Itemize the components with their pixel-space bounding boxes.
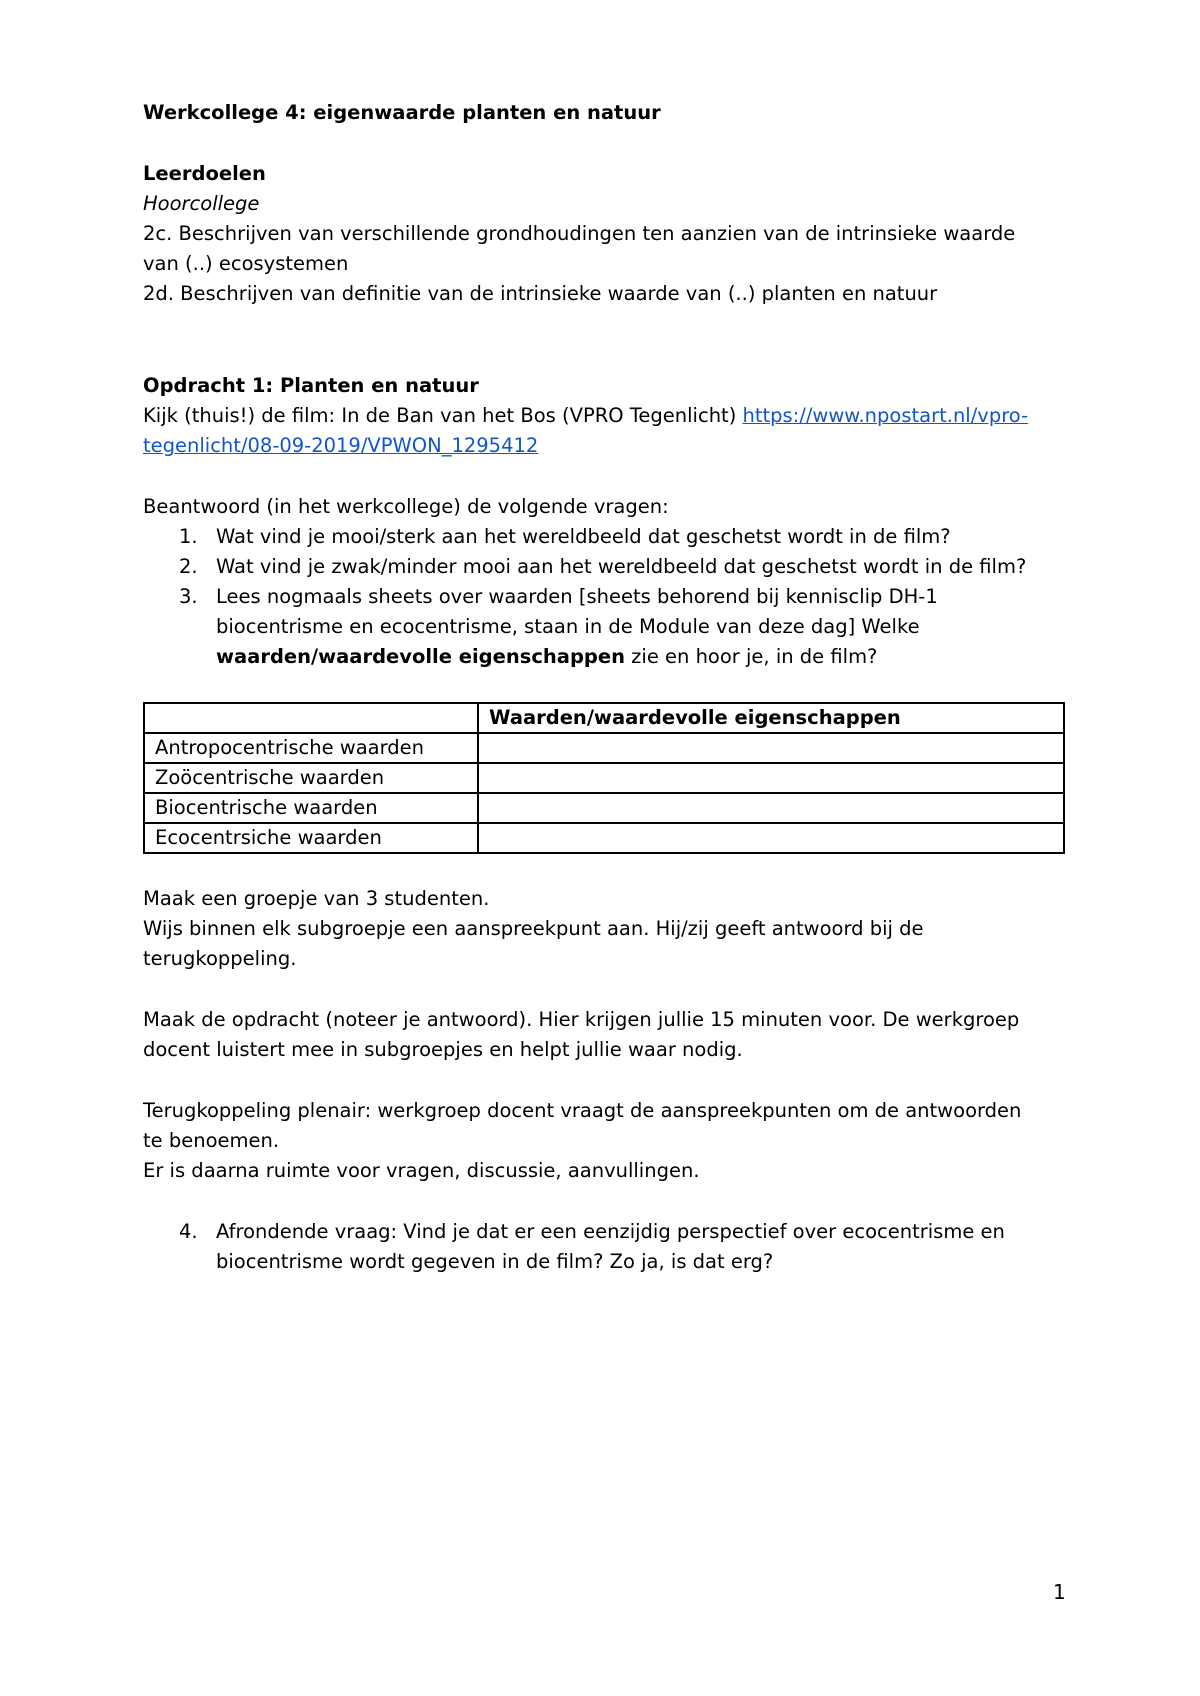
final-question-line1: Afrondende vraag: Vind je dat er een eenzijdig perspectief over ecocentrisme en	[216, 1220, 1005, 1243]
table-row	[144, 763, 1064, 793]
question-number: 1.	[179, 525, 198, 548]
question-number: 3.	[179, 585, 198, 608]
question-text: Wat vind je zwak/minder mooi aan het wereldbeeld dat geschetst wordt in de film?	[216, 555, 1027, 578]
question-text-line2: biocentrisme en ecocentrisme, staan in de Module van deze dag] Welke	[216, 615, 920, 638]
table-cell-value[interactable]	[478, 733, 1064, 763]
spacer	[143, 1186, 1063, 1217]
document-title: Werkcollege 4: eigenwaarde planten en natuur	[143, 101, 661, 124]
spacer	[143, 974, 1063, 1005]
goal-2c-line2: van (..) ecosystemen	[143, 252, 349, 275]
question-number: 4.	[179, 1220, 198, 1243]
table-row-label: Antropocentrische waarden	[144, 733, 478, 763]
document-page	[143, 98, 1063, 1277]
goal-2d: 2d. Beschrijven van definitie van de intrinsieke waarde van (..) planten en natuur	[143, 282, 938, 305]
film-intro	[143, 401, 1063, 431]
list-item	[143, 552, 1063, 582]
film-link[interactable]: https://www.npostart.nl/vpro-	[742, 404, 1029, 427]
table-row-label: Ecocentrsiche waarden	[144, 823, 478, 853]
final-question-line2: biocentrisme wordt gegeven in de film? Zo ja, is dat erg?	[216, 1250, 774, 1273]
question-text-bold: waarden/waardevolle eigenschappen	[216, 645, 625, 668]
film-link-continued	[143, 431, 1063, 461]
list-item	[143, 582, 1063, 672]
spacer	[143, 1065, 1063, 1096]
list-item	[143, 522, 1063, 552]
goal-2c-line1: 2c. Beschrijven van verschillende grondhoudingen ten aanzien van de intrinsieke waarde	[143, 222, 1016, 245]
task-instruction-line1: Maak de opdracht (noteer je antwoord). Hier krijgen jullie 15 minuten voor. De werkgroep	[143, 1008, 1020, 1031]
feedback-line3: Er is daarna ruimte voor vragen, discussie, aanvullingen.	[143, 1159, 700, 1182]
question-number: 2.	[179, 555, 198, 578]
feedback-line1: Terugkoppeling plenair: werkgroep docent vraagt de aanspreekpunten om de antwoorden	[143, 1099, 1022, 1122]
question-list	[143, 522, 1063, 672]
page-number: 1	[1053, 1580, 1066, 1604]
task-instruction-line2: docent luistert mee in subgroepjes en helpt jullie waar nodig.	[143, 1038, 743, 1061]
table-cell-value[interactable]	[478, 823, 1064, 853]
final-question-list	[143, 1217, 1063, 1277]
spacer	[143, 128, 1063, 159]
table-row	[144, 733, 1064, 763]
table-header-empty	[144, 703, 478, 733]
question-text-rest: zie en hoor je, in de film?	[624, 645, 878, 668]
film-intro-text: Kijk (thuis!) de film: In de Ban van het Bos (VPRO Tegenlicht)	[143, 404, 743, 427]
opdracht1-heading: Opdracht 1: Planten en natuur	[143, 374, 479, 397]
question-text: Wat vind je mooi/sterk aan het wereldbeeld dat geschetst wordt in de film?	[216, 525, 951, 548]
contact-instruction-line1: Wijs binnen elk subgroepje een aanspreekpunt aan. Hij/zij geeft antwoord bij de	[143, 917, 924, 940]
table-row-label: Biocentrische waarden	[144, 793, 478, 823]
table-row-label: Zoöcentrische waarden	[144, 763, 478, 793]
leerdoelen-heading: Leerdoelen	[143, 162, 266, 185]
table-header-row	[144, 703, 1064, 733]
answer-intro: Beantwoord (in het werkcollege) de volgende vragen:	[143, 495, 669, 518]
contact-instruction-line2: terugkoppeling.	[143, 947, 297, 970]
values-table	[143, 702, 1065, 854]
table-header-values: Waarden/waardevolle eigenschappen	[478, 703, 1064, 733]
question-text-line1: Lees nogmaals sheets over waarden [sheets behorend bij kennisclip DH-1	[216, 585, 938, 608]
feedback-line2: te benoemen.	[143, 1129, 280, 1152]
spacer	[143, 309, 1063, 371]
leerdoelen-subheading: Hoorcollege	[143, 192, 260, 215]
list-item	[143, 1217, 1063, 1277]
table-row	[144, 793, 1064, 823]
table-cell-value[interactable]	[478, 763, 1064, 793]
table-row	[144, 823, 1064, 853]
film-link-continued-text[interactable]: tegenlicht/08-09-2019/VPWON_1295412	[143, 434, 539, 457]
group-instruction: Maak een groepje van 3 studenten.	[143, 887, 490, 910]
spacer	[143, 461, 1063, 492]
table-cell-value[interactable]	[478, 793, 1064, 823]
